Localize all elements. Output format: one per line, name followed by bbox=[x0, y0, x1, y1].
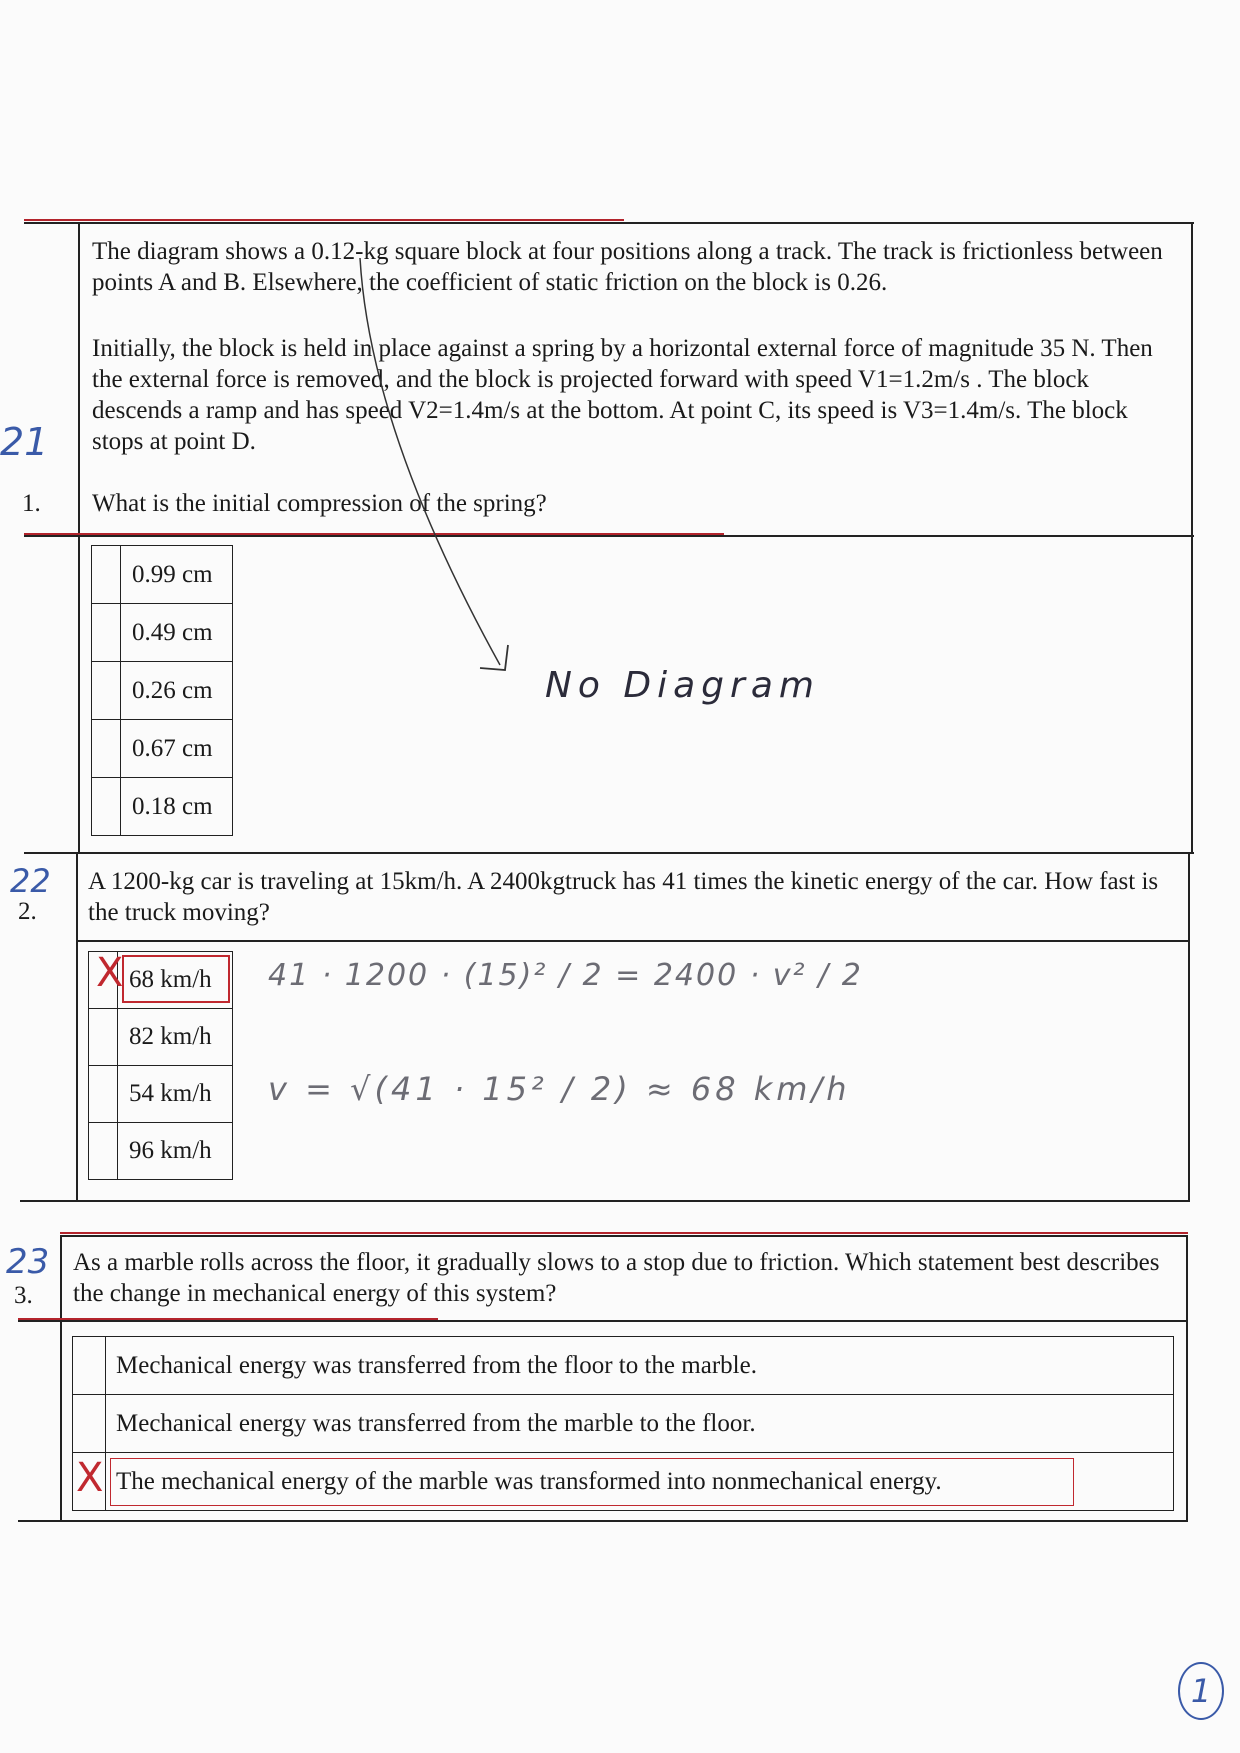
option-row[interactable] bbox=[73, 1337, 1174, 1395]
handwritten-question-number: 23 bbox=[6, 1242, 50, 1282]
option-label: 54 km/h bbox=[118, 1066, 233, 1123]
option-label: The mechanical energy of the marble was transformed into nonmechanical energy. bbox=[106, 1453, 1174, 1511]
option-label: 0.49 cm bbox=[121, 604, 233, 662]
option-row[interactable] bbox=[89, 1123, 233, 1180]
option-checkbox[interactable] bbox=[89, 1009, 118, 1066]
option-label: 0.99 cm bbox=[121, 546, 233, 604]
question-paragraph-2: Initially, the block is held in place against a spring by a horizontal external force of magnitude 35 N. Then the external force is removed, and the block is projected forward with speed V1=1.2m/s . The block descends a ramp and has speed V2=1.4m/s at the bottom. At point C, its speed is V3=1.4m/s. The block stops at point D. bbox=[92, 335, 1153, 455]
option-checkbox[interactable] bbox=[73, 1337, 106, 1395]
handwritten-work-line-1: 41 · 1200 · (15)² / 2 = 2400 · v² / 2 bbox=[268, 958, 863, 993]
question-number: 1. bbox=[22, 490, 41, 517]
page-number: 1 bbox=[1190, 1672, 1212, 1710]
option-label: 0.67 cm bbox=[121, 720, 233, 778]
selected-answer-outline bbox=[122, 955, 230, 1003]
option-label: 0.26 cm bbox=[121, 662, 233, 720]
option-checkbox[interactable] bbox=[89, 1123, 118, 1180]
handwritten-question-number: 22 bbox=[10, 862, 51, 900]
option-label: 68 km/h bbox=[118, 952, 233, 1009]
question-text: A 1200-kg car is traveling at 15km/h. A 2400kgtruck has 41 times the kinetic energy of the car. How fast is the truck moving? bbox=[88, 868, 1159, 926]
option-label: 96 km/h bbox=[118, 1123, 233, 1180]
option-row[interactable] bbox=[89, 1066, 233, 1123]
option-row[interactable] bbox=[89, 1009, 233, 1066]
question-number: 2. bbox=[18, 898, 37, 925]
handwritten-question-number: 21 bbox=[0, 420, 49, 464]
page-number-mark bbox=[1178, 1662, 1224, 1720]
option-label: 0.18 cm bbox=[121, 778, 233, 836]
question-paragraph-1: The diagram shows a 0.12-kg square block at four positions along a track. The track is frictionless between points A and B. Elsewhere, the coefficient of static friction on the block is 0.26. bbox=[92, 238, 1163, 296]
question-text: As a marble rolls across the floor, it gradually slows to a stop due to friction. Which statement best describes the change in mechanical energy of this system? bbox=[73, 1249, 1160, 1307]
option-row[interactable] bbox=[73, 1395, 1174, 1453]
option-checkbox[interactable] bbox=[89, 1066, 118, 1123]
selected-answer-x-mark: X bbox=[76, 1455, 104, 1501]
option-label: Mechanical energy was transferred from the marble to the floor. bbox=[106, 1395, 1174, 1453]
handwritten-work-line-2: v = √(41 · 15² / 2) ≈ 68 km/h bbox=[268, 1070, 851, 1108]
selected-answer-x-mark: X bbox=[96, 950, 124, 996]
option-label: 82 km/h bbox=[118, 1009, 233, 1066]
question-number: 3. bbox=[14, 1282, 33, 1309]
handwritten-annotation: No Diagram bbox=[545, 665, 820, 706]
selected-answer-outline bbox=[110, 1458, 1074, 1506]
option-label: Mechanical energy was transferred from the floor to the marble. bbox=[106, 1337, 1174, 1395]
option-checkbox[interactable] bbox=[73, 1395, 106, 1453]
question-prompt: What is the initial compression of the spring? bbox=[92, 490, 547, 517]
